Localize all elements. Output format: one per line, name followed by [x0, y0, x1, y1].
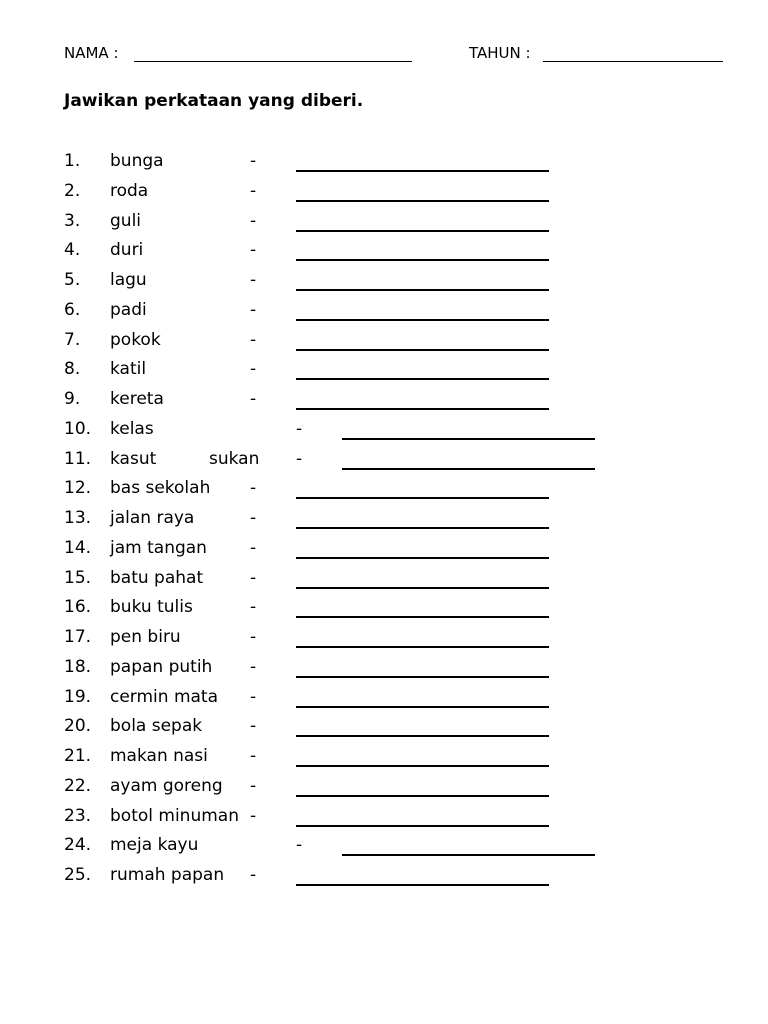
item-dash: - [250, 389, 257, 409]
item-number: 11. [64, 448, 92, 469]
item-number: 3. [64, 210, 81, 231]
item-number: 14. [64, 537, 92, 558]
item-number: 6. [64, 299, 81, 320]
item-number: 12. [64, 478, 92, 499]
answer-blank[interactable] [342, 854, 595, 856]
item-word: papan putih [110, 656, 213, 677]
item-dash: - [250, 775, 257, 796]
item-dash: - [250, 597, 257, 618]
list-item [64, 508, 744, 538]
item-word: kelas [110, 418, 154, 439]
item-dash: - [250, 151, 257, 171]
answer-blank[interactable] [296, 706, 549, 708]
item-number: 8. [64, 359, 81, 380]
item-word: katil [110, 359, 147, 380]
list-item [64, 240, 744, 270]
answer-blank[interactable] [296, 765, 549, 767]
list-item [64, 597, 744, 627]
answer-blank[interactable] [296, 200, 549, 202]
answer-blank[interactable] [296, 587, 549, 589]
list-item [64, 687, 744, 717]
list-item [64, 449, 744, 479]
tahun-blank[interactable] [543, 61, 723, 62]
list-item [64, 330, 744, 360]
item-word: batu pahat [110, 567, 204, 588]
item-word: roda [110, 180, 149, 201]
answer-blank[interactable] [296, 884, 549, 886]
instruction: Jawikan perkataan yang diberi. [64, 91, 364, 111]
answer-blank[interactable] [296, 289, 549, 291]
answer-blank[interactable] [296, 230, 549, 232]
item-dash: - [250, 537, 257, 558]
answer-blank[interactable] [296, 676, 549, 678]
item-dash: - [250, 567, 257, 588]
item-number: 24. [64, 835, 92, 856]
answer-blank[interactable] [296, 646, 549, 648]
item-word: buku tulis [110, 597, 193, 618]
item-word: jam tangan [110, 537, 207, 558]
item-word: padi [110, 299, 147, 320]
answer-blank[interactable] [296, 795, 549, 797]
item-dash: - [250, 805, 257, 826]
item-number: 20. [64, 716, 92, 737]
answer-blank[interactable] [296, 735, 549, 737]
list-item [64, 300, 744, 330]
item-dash: - [296, 448, 303, 469]
answer-blank[interactable] [296, 319, 549, 321]
item-dash: - [296, 835, 303, 856]
answer-blank[interactable] [296, 616, 549, 618]
list-item [64, 716, 744, 746]
list-item [64, 627, 744, 657]
item-dash: - [250, 240, 257, 261]
answer-blank[interactable] [296, 527, 549, 529]
item-number: 21. [64, 746, 92, 766]
list-item [64, 568, 744, 598]
item-word: makan nasi [110, 746, 208, 766]
item-number: 9. [64, 389, 81, 409]
header-row [64, 44, 744, 64]
item-word: cermin mata [110, 686, 219, 707]
item-dash: - [250, 627, 257, 647]
word-list [64, 151, 744, 895]
item-word: kasut [110, 448, 157, 469]
item-dash: - [250, 180, 257, 201]
item-dash: - [250, 865, 257, 885]
list-item [64, 270, 744, 300]
item-word-second: sukan [209, 448, 260, 469]
item-word: meja kayu [110, 835, 199, 856]
item-number: 19. [64, 686, 92, 707]
list-item [64, 776, 744, 806]
item-word: bunga [110, 151, 164, 171]
item-dash: - [250, 716, 257, 737]
item-dash: - [250, 508, 257, 528]
item-word: kereta [110, 389, 164, 409]
item-number: 7. [64, 329, 81, 350]
item-number: 17. [64, 627, 92, 647]
list-item [64, 835, 744, 865]
answer-blank[interactable] [296, 408, 549, 410]
item-dash: - [250, 329, 257, 350]
item-dash: - [250, 686, 257, 707]
item-word: pen biru [110, 627, 181, 647]
answer-blank[interactable] [296, 557, 549, 559]
list-item [64, 657, 744, 687]
item-number: 10. [64, 418, 92, 439]
item-word: jalan raya [110, 508, 195, 528]
list-item [64, 865, 744, 895]
item-number: 4. [64, 240, 81, 261]
item-word: bola sepak [110, 716, 203, 737]
item-number: 16. [64, 597, 92, 618]
answer-blank[interactable] [296, 349, 549, 351]
nama-blank[interactable] [134, 61, 412, 62]
list-item [64, 181, 744, 211]
item-number: 1. [64, 151, 81, 171]
item-number: 22. [64, 775, 92, 796]
answer-blank[interactable] [296, 170, 549, 172]
item-dash: - [296, 418, 303, 439]
list-item [64, 151, 744, 181]
item-number: 2. [64, 180, 81, 201]
answer-blank[interactable] [296, 825, 549, 827]
item-word: bas sekolah [110, 478, 211, 499]
item-word: botol minuman [110, 805, 239, 826]
item-dash: - [250, 299, 257, 320]
item-word: ayam goreng [110, 775, 223, 796]
list-item [64, 478, 744, 508]
item-number: 5. [64, 270, 81, 290]
list-item [64, 746, 744, 776]
list-item [64, 806, 744, 836]
item-number: 13. [64, 508, 92, 528]
answer-blank[interactable] [342, 438, 595, 440]
item-number: 23. [64, 805, 92, 826]
list-item [64, 419, 744, 449]
item-word: lagu [110, 270, 147, 290]
item-dash: - [250, 478, 257, 499]
item-word: pokok [110, 329, 161, 350]
item-dash: - [250, 210, 257, 231]
list-item [64, 389, 744, 419]
list-item [64, 211, 744, 241]
item-dash: - [250, 270, 257, 290]
answer-blank[interactable] [296, 497, 549, 499]
item-number: 25. [64, 865, 92, 885]
item-word: rumah papan [110, 865, 225, 885]
item-dash: - [250, 359, 257, 380]
item-number: 18. [64, 656, 92, 677]
answer-blank[interactable] [296, 378, 549, 380]
list-item [64, 538, 744, 568]
nama-label: NAMA : [64, 44, 119, 62]
answer-blank[interactable] [296, 259, 549, 261]
item-word: duri [110, 240, 144, 261]
item-word: guli [110, 210, 142, 231]
item-number: 15. [64, 567, 92, 588]
answer-blank[interactable] [342, 468, 595, 470]
item-dash: - [250, 656, 257, 677]
list-item [64, 359, 744, 389]
item-dash: - [250, 746, 257, 766]
tahun-label: TAHUN : [469, 44, 531, 62]
